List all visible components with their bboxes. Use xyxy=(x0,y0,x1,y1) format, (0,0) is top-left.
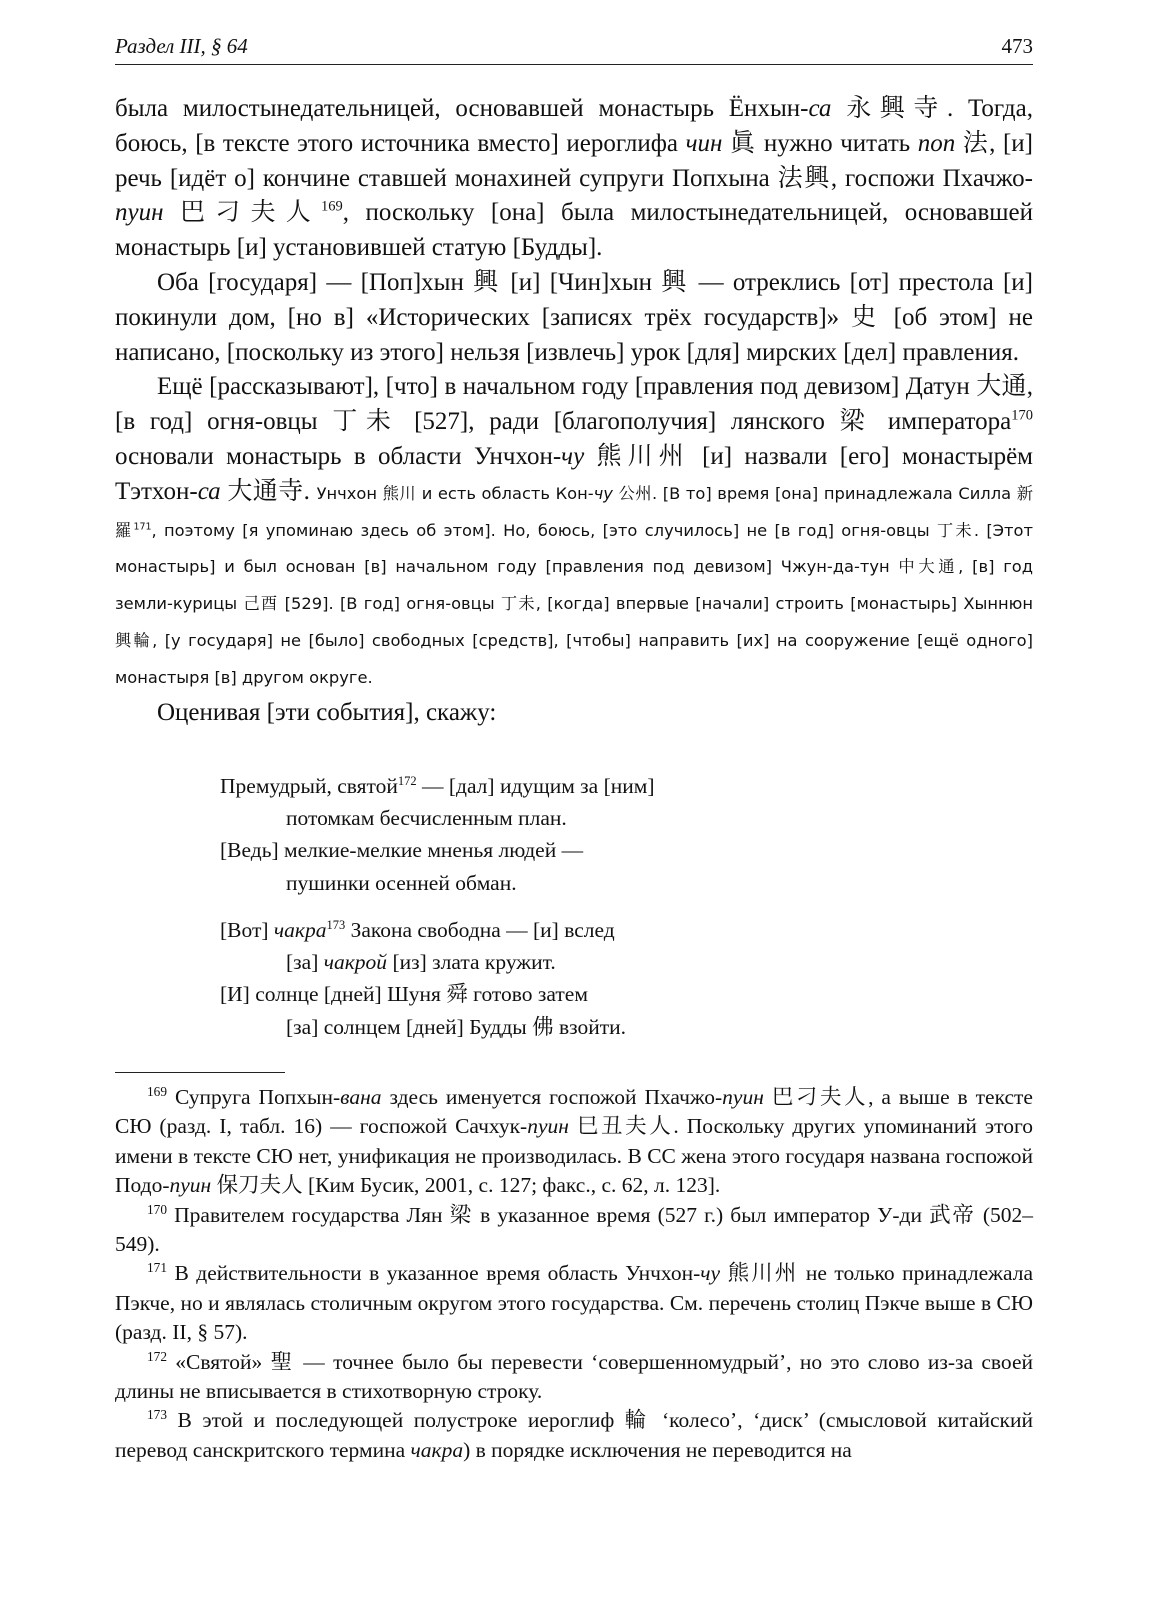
verse-line xyxy=(220,914,626,946)
text-run: 永興寺. Тогда, боюсь, [в тексте этого источника вместо] иероглифа xyxy=(115,95,1033,157)
italic-term: пуин xyxy=(169,1173,212,1198)
verse-line: пушинки осенней обман. xyxy=(286,870,517,895)
text-run: 巴刁夫人 xyxy=(163,199,322,227)
italic-term: чакра xyxy=(273,918,327,942)
footnote-170 xyxy=(115,1201,1033,1260)
footnote-173 xyxy=(115,1406,1033,1465)
footnote-171 xyxy=(115,1259,1033,1347)
text-run: Закона свободна — [и] вслед xyxy=(345,918,615,942)
text-run: [из] злата кружит. xyxy=(387,950,556,975)
paragraph-4: Оценивая [эти события], скажу: xyxy=(157,698,497,726)
commentary xyxy=(115,484,1033,687)
text-run: Премудрый, святой xyxy=(220,774,398,798)
footnote-ref-169[interactable]: 169 xyxy=(321,199,343,216)
footnotes xyxy=(115,1083,1033,1465)
text-run: В действительности в указанное время область Унчхон- xyxy=(167,1261,701,1286)
text-run: — [дал] идущим за [ним] xyxy=(416,774,655,798)
italic-term: пуин xyxy=(115,199,164,227)
italic-term: чу xyxy=(593,483,613,503)
footnote-169 xyxy=(115,1083,1033,1201)
footnote-ref-172[interactable]: 172 xyxy=(397,773,417,788)
paragraph-3 xyxy=(115,370,1033,695)
footnote-ref-171[interactable]: 171 xyxy=(133,521,152,533)
footnote-172 xyxy=(115,1348,1033,1407)
footnote-ref-170[interactable]: 170 xyxy=(1011,407,1033,424)
text-run: основали монастырь в области Унчхон- xyxy=(115,442,562,470)
text-run: «Святой» 聖 — точнее было бы перевести ‘совершенномудрый’, но это слово из-за своей длины не вписывается в стихотворную строку. xyxy=(115,1349,1033,1404)
text-run: 大通寺. xyxy=(220,477,317,505)
text-run: 熊川州 [и] назвали [его] монастырём Тэтхон- xyxy=(115,442,1033,505)
italic-term: пуин xyxy=(722,1085,764,1109)
verse-line xyxy=(220,770,655,802)
verse-line: [за] солнцем [дней] Будды 佛 взойти. xyxy=(286,1014,627,1039)
text-run: Унчхон 熊川 и есть область Кон- xyxy=(316,483,594,503)
section-title: Раздел III, § 64 xyxy=(115,34,248,58)
italic-term: са xyxy=(197,477,221,505)
text-run: , поскольку [она] была милостынедательницей, основавшей монастырь [и] установившей статую [Будды]. xyxy=(115,199,1033,262)
text-run: [за] xyxy=(286,950,324,975)
text-run: 巴刁夫人, а выше в тексте СЮ (разд. I, табл. 16) — госпожой Сачхук- xyxy=(115,1085,1033,1139)
italic-term: чу xyxy=(700,1261,721,1286)
text-run: 巳丑夫人. Поскольку других упоминаний этого имени в тексте СЮ нет, унификация не производилась. В СС жена этого государя названа госпожой Подо- xyxy=(115,1114,1033,1198)
paragraph-2: Оба [государя] — [Поп]хын 興 [и] [Чин]хын 興 — отреклись [от] престола [и] покинули дом, [но в] «Исторических [записях трёх государств]» 史 [об этом] не написано, [поскольку из этого] нельзя [извлечь] урок [для] мирских [дел] правления. xyxy=(115,268,1033,366)
verse-line: потомкам бесчисленным план. xyxy=(286,806,567,831)
italic-term: поп xyxy=(917,129,956,157)
verse-stanza-2 xyxy=(220,914,626,1043)
italic-term: чакрой xyxy=(323,950,388,975)
text-run: , поэтому [я упоминаю здесь об этом]. Но, боюсь, [это случилось] не [в год] огня-овцы 丁未. [Этот монастырь] и был основан [в] начальном году [правления под девизом] Чжун-да-тун 中大通, [в] год земли-курицы 己酉 [529]. [В год] огня-овцы 丁未, [когда] впервые [начали] строить [монастырь] Хыннюн 興輪, [у государя] не [было] свободных [средств], [чтобы] направить [их] на сооружение [ещё одного] монастыря [в] другом округе. xyxy=(115,520,1033,687)
footnote-ref-173[interactable]: 173 xyxy=(326,917,346,932)
page-number: 473 xyxy=(1001,34,1033,58)
footnote-divider xyxy=(115,1072,285,1073)
italic-term: пуин xyxy=(527,1114,569,1139)
text-run: здесь именуется госпожой Пхачжо- xyxy=(381,1085,723,1109)
running-header xyxy=(115,30,1033,65)
footnote-number: 173 xyxy=(147,1407,167,1423)
paragraph-1 xyxy=(115,92,1033,266)
text-run: 法, [и] речь [идёт о] кончине ставшей монахиней супруги Попхына 法興, госпожи Пхачжо- xyxy=(115,129,1033,192)
footnote-number: 171 xyxy=(147,1260,167,1276)
text-run: [Вот] xyxy=(220,918,274,942)
text-run: 公州. [В то] время [она] принадлежала Силла 新羅 xyxy=(115,483,1033,540)
text-run: ) в порядке исключения не переводится на xyxy=(463,1437,852,1462)
italic-term: вана xyxy=(340,1085,382,1109)
italic-term: чу xyxy=(561,442,585,470)
italic-term: чакра xyxy=(410,1437,464,1462)
text-run: Супруга Попхын- xyxy=(167,1085,341,1109)
verse-line: [И] солнце [дней] Шуня 舜 готово затем xyxy=(220,982,588,1007)
verse-line xyxy=(220,946,626,978)
verse-stanza-1 xyxy=(220,770,655,899)
text-run: 眞 нужно читать xyxy=(722,129,918,157)
main-text xyxy=(115,92,1033,730)
italic-term: чин xyxy=(685,129,723,157)
text-run: 熊川州 не только принадлежала Пэкче, но и являлась столичным округом этого государства. См. перечень столиц Пэкче выше в СЮ (разд. II, § 57). xyxy=(115,1261,1033,1345)
text-run: была милостынедательницей, основавшей монастырь Ёнхын- xyxy=(115,95,809,122)
footnote-number: 169 xyxy=(147,1083,167,1099)
footnote-number: 170 xyxy=(147,1201,167,1217)
italic-term: са xyxy=(808,95,832,122)
footnote-number: 172 xyxy=(147,1348,167,1364)
text-run: Правителем государства Лян 梁 в указанное время (527 г.) был император У-ди 武帝 (502–549). xyxy=(115,1202,1033,1257)
verse-line: [Ведь] мелкие-мелкие мненья людей — xyxy=(220,838,584,863)
text-run: 保刀夫人 [Ким Бусик, 2001, с. 127; факс., с. 62, л. 123]. xyxy=(211,1173,721,1198)
text-run: Ещё [рассказывают], [что] в начальном году [правления под девизом] Датун 大通, [в год] огня-овцы 丁未 [527], ради [благополучия] лянского 梁 императора xyxy=(115,373,1033,436)
text-run: В этой и последующей полустроке иероглиф 輪 ‘колесо’, ‘диск’ (смысловой китайский перевод санскритского термина xyxy=(115,1408,1033,1462)
